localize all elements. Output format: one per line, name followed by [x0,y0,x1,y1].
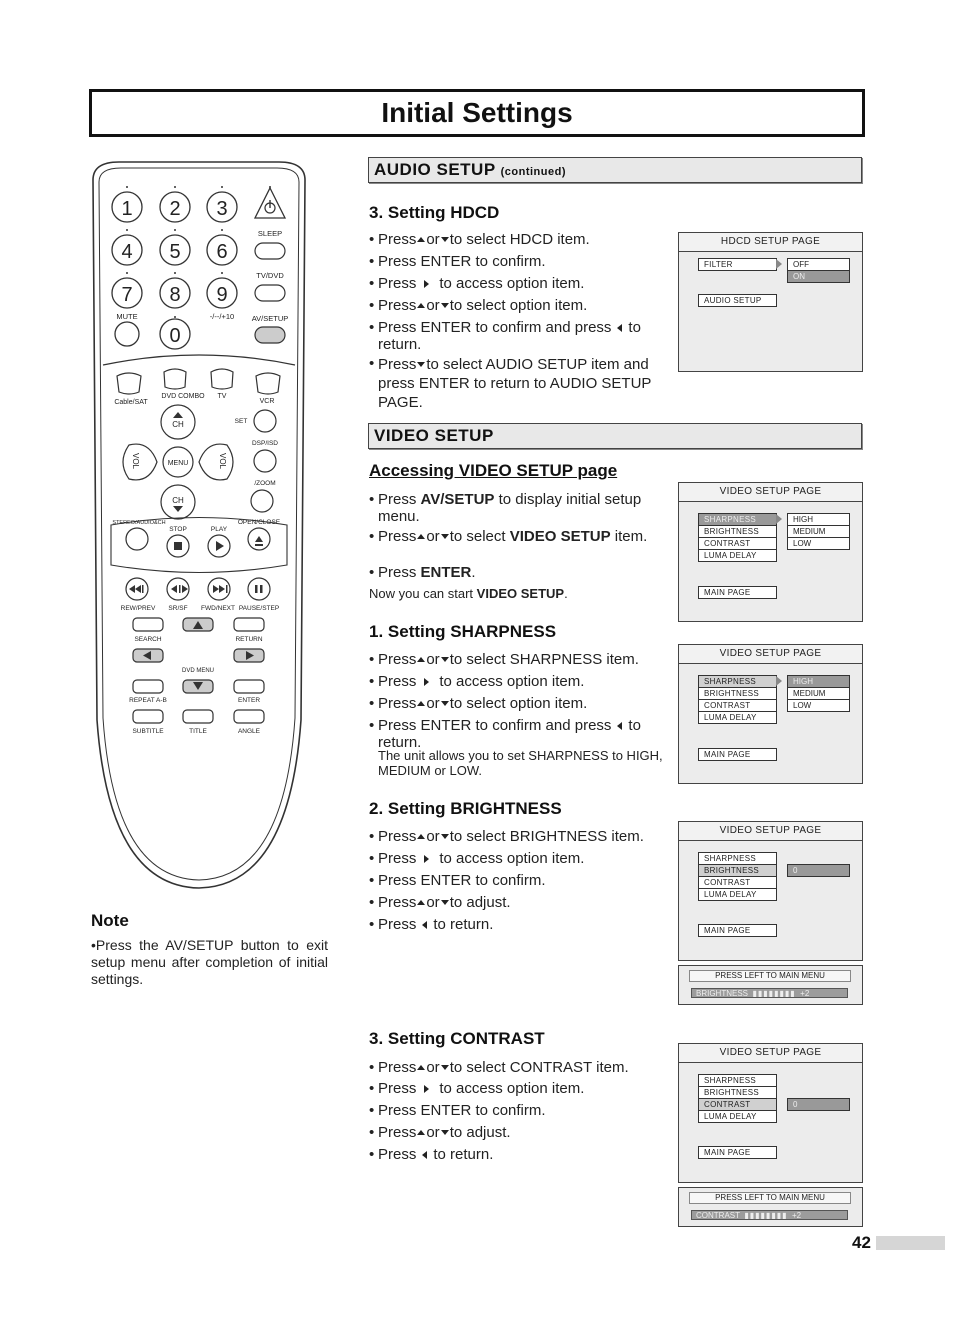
contrast-bullet-4: • Press or to adjust. [369,1124,511,1141]
down-arrow-icon [441,534,449,539]
svg-text:ANGLE: ANGLE [237,728,261,735]
menu-item-sharpness: SHARPNESS [698,1074,777,1087]
left-arrow-icon [617,722,622,730]
menu-item-brightness: BRIGHTNESS [698,687,777,700]
brightness-bullet-1: • Press or to select BRIGHTNESS item. [369,828,644,845]
key-1-label: 1 [121,198,133,220]
hdcd-bullet-4: • Press or to select option item. [369,297,588,314]
main-page-item: MAIN PAGE [698,748,777,761]
up-arrow-icon [417,534,425,539]
audio-setup-bar-title: AUDIO SETUP [374,160,496,179]
contrast-value: 0 [787,1098,850,1111]
contrast-bullet-1: • Press or to select CONTRAST item. [369,1059,629,1076]
video-screen-header: VIDEO SETUP PAGE [679,822,862,841]
option-high: HIGH [787,675,850,688]
svg-text:PAUSE/STEP: PAUSE/STEP [238,605,280,612]
menu-item-luma-delay: LUMA DELAY [698,711,777,724]
down-arrow-icon [441,834,449,839]
up-arrow-icon [417,657,425,662]
option-high: HIGH [787,513,850,526]
svg-text:/ZOOM: /ZOOM [254,480,276,487]
svg-text:CH: CH [172,496,184,505]
contrast-heading: 3. Setting CONTRAST [369,1029,545,1048]
selection-arrow-icon [776,259,782,269]
video-setup-screen-contrast [678,1043,863,1183]
svg-text:DSP/ISD: DSP/ISD [251,440,279,447]
up-arrow-icon [417,834,425,839]
svg-text:-/--/+10: -/--/+10 [209,312,235,321]
option-low: LOW [787,537,850,550]
video-setup-bar [368,423,862,449]
menu-item-brightness: BRIGHTNESS [698,525,777,538]
svg-text:VOL: VOL [218,453,227,470]
filter-item: FILTER [698,258,777,271]
selection-arrow-icon [776,514,782,524]
down-arrow-icon [441,1065,449,1070]
down-arrow-icon [441,657,449,662]
svg-text:SR/SF: SR/SF [168,605,188,612]
menu-item-luma-delay: LUMA DELAY [698,549,777,562]
menu-item-sharpness: SHARPNESS [698,513,777,526]
brightness-bullet-4: • Press or to adjust. [369,894,511,911]
hdcd-bullet-3: • Press to access option item. [369,275,585,292]
remote-control-illustration [89,160,329,900]
page-number-tab [876,1236,945,1250]
svg-text:AV/SETUP: AV/SETUP [251,314,289,323]
down-arrow-icon [441,303,449,308]
svg-text:ENTER: ENTER [237,697,261,704]
hdcd-bullet-1: • Press or to select HDCD item. [369,231,590,248]
down-arrow-icon [441,701,449,706]
key-7-label: 7 [121,284,133,306]
svg-text:TV: TV [217,393,227,400]
main-page-item: MAIN PAGE [698,586,777,599]
svg-text:SEARCH: SEARCH [134,636,162,643]
down-arrow-icon [441,237,449,242]
up-arrow-icon [417,237,425,242]
audio-setup-bar-suffix: (continued) [500,166,566,178]
press-left-label: PRESS LEFT TO MAIN MENU [689,970,851,982]
menu-item-contrast: CONTRAST [698,537,777,550]
svg-text:TITLE: TITLE [189,728,207,735]
left-arrow-icon [617,324,622,332]
key-2-label: 2 [169,198,181,220]
menu-item-luma-delay: LUMA DELAY [698,1110,777,1123]
access-bullet-3: • Press ENTER. [369,564,476,581]
brightness-value: 0 [787,864,850,877]
brightness-adjust-bar [678,965,863,1005]
key-6-label: 6 [216,241,228,263]
svg-text:SET: SET [234,418,248,425]
video-setup-screen-sharpness [678,644,863,784]
hdcd-bullet-6: • Press to select AUDIO SETUP item and press ENTER to return to AUDIO SETUP PAGE. [369,355,652,411]
brightness-bullet-5: • Press to return. [369,916,494,933]
page-title: Initial Settings [381,97,573,128]
up-arrow-icon [417,303,425,308]
svg-text:SUBTITLE: SUBTITLE [132,728,164,735]
video-setup-screen-access [678,482,863,622]
svg-text:TV/DVD: TV/DVD [256,271,284,280]
key-8-label: 8 [169,284,181,306]
svg-text:CH: CH [172,420,184,429]
right-arrow-icon [424,855,429,863]
access-bullet-1: • Press AV/SETUP to display initial setup menu. [369,491,642,525]
svg-text:VOL: VOL [131,453,140,470]
down-arrow-icon [441,1130,449,1135]
option-on: ON [787,270,850,283]
svg-text:SLEEP: SLEEP [257,229,283,238]
menu-item-sharpness: SHARPNESS [698,852,777,865]
svg-text:VCR: VCR [259,398,275,405]
brightness-bullet-3: • Press ENTER to confirm. [369,872,546,889]
option-off: OFF [787,258,850,271]
hdcd-heading: 3. Setting HDCD [369,203,500,222]
hdcd-bullet-5: • Press ENTER to confirm and press to return. [369,319,641,353]
accessing-video-setup-heading: Accessing VIDEO SETUP page [369,461,618,480]
video-screen-header: VIDEO SETUP PAGE [679,1044,862,1063]
press-left-label: PRESS LEFT TO MAIN MENU [689,1192,851,1204]
access-note: Now you can start VIDEO SETUP. [369,586,568,601]
left-arrow-icon [422,1151,427,1159]
hdcd-screen-header: HDCD SETUP PAGE [679,233,862,252]
menu-item-brightness: BRIGHTNESS [698,864,777,877]
video-setup-screen-brightness [678,821,863,961]
svg-text:STOP: STOP [169,526,187,533]
key-9-label: 9 [216,284,228,306]
svg-text:REPEAT A-B: REPEAT A-B [129,697,167,704]
right-arrow-icon [424,678,429,686]
note-heading: Note [91,911,129,930]
svg-text:DVD COMBO: DVD COMBO [161,393,205,400]
brightness-bullet-2: • Press to access option item. [369,850,585,867]
contrast-bullet-3: • Press ENTER to confirm. [369,1102,546,1119]
key-3-label: 3 [216,198,228,220]
key-5-label: 5 [169,241,181,263]
up-arrow-icon [417,1065,425,1070]
option-medium: MEDIUM [787,687,850,700]
key-0-label: 0 [169,325,181,347]
selection-arrow-icon [776,676,782,686]
note-body: Press the AV/SETUP button to exit setup menu after completion of initial settings. [91,937,328,987]
access-bullet-2: • Press or to select VIDEO SETUP item. [369,528,648,545]
main-page-item: MAIN PAGE [698,924,777,937]
contrast-adjust-bar [678,1187,863,1227]
left-arrow-icon [422,921,427,929]
hdcd-bullet-2: • Press ENTER to confirm. [369,253,546,270]
down-arrow-icon [417,362,425,367]
right-arrow-icon [424,280,429,288]
brightness-heading: 2. Setting BRIGHTNESS [369,799,562,818]
svg-text:Cable/SAT: Cable/SAT [114,399,148,406]
key-4-label: 4 [121,241,133,263]
main-page-item: MAIN PAGE [698,1146,777,1159]
svg-text:DVD MENU: DVD MENU [181,668,215,674]
brightness-level-bar: BRIGHTNESS ▮▮▮▮▮▮▮▮ +2 [691,988,848,998]
up-arrow-icon [417,701,425,706]
menu-item-brightness: BRIGHTNESS [698,1086,777,1099]
up-arrow-icon [417,1130,425,1135]
right-arrow-icon [424,1085,429,1093]
option-medium: MEDIUM [787,525,850,538]
svg-text:MUTE: MUTE [116,312,138,321]
hdcd-setup-screen [678,232,863,372]
audio-setup-item: AUDIO SETUP [698,294,777,307]
contrast-bullet-5: • Press to return. [369,1146,494,1163]
audio-setup-bar [368,157,862,183]
contrast-bullet-2: • Press to access option item. [369,1080,585,1097]
sharpness-bullet-4: • Press ENTER to confirm and press to return. [369,717,641,751]
mute-key [115,322,139,346]
svg-text:RETURN: RETURN [235,636,263,643]
svg-text:STEREO/AUDIO&CH: STEREO/AUDIO&CH [112,520,166,526]
page-number: 42 [852,1233,871,1252]
menu-item-contrast: CONTRAST [698,876,777,889]
svg-text:OPEN/CLOSE: OPEN/CLOSE [237,519,281,526]
video-screen-header: VIDEO SETUP PAGE [679,483,862,502]
video-screen-header: VIDEO SETUP PAGE [679,645,862,664]
menu-item-luma-delay: LUMA DELAY [698,888,777,901]
note-text: •Press the AV/SETUP button to exit setup menu after completion of initial settings. [91,937,328,987]
page-title-box [89,89,865,137]
svg-text:MENU: MENU [167,460,189,467]
video-setup-bar-title: VIDEO SETUP [374,426,494,445]
menu-item-contrast: CONTRAST [698,699,777,712]
sharpness-bullet-2: • Press to access option item. [369,673,585,690]
svg-text:FWD/NEXT: FWD/NEXT [201,605,235,612]
menu-item-contrast: CONTRAST [698,1098,777,1111]
contrast-level-bar: CONTRAST ▮▮▮▮▮▮▮▮ +2 [691,1210,848,1220]
sharpness-bullet-3: • Press or to select option item. [369,695,588,712]
up-arrow-icon [417,900,425,905]
sharpness-note: The unit allows you to set SHARPNESS to HIGH, MEDIUM or LOW. [378,748,663,778]
down-arrow-icon [441,900,449,905]
sharpness-heading: 1. Setting SHARPNESS [369,622,557,641]
option-low: LOW [787,699,850,712]
svg-text:PLAY: PLAY [210,526,228,533]
svg-text:REW/PREV: REW/PREV [120,605,156,612]
sharpness-bullet-1: • Press or to select SHARPNESS item. [369,651,639,668]
menu-item-sharpness: SHARPNESS [698,675,777,688]
